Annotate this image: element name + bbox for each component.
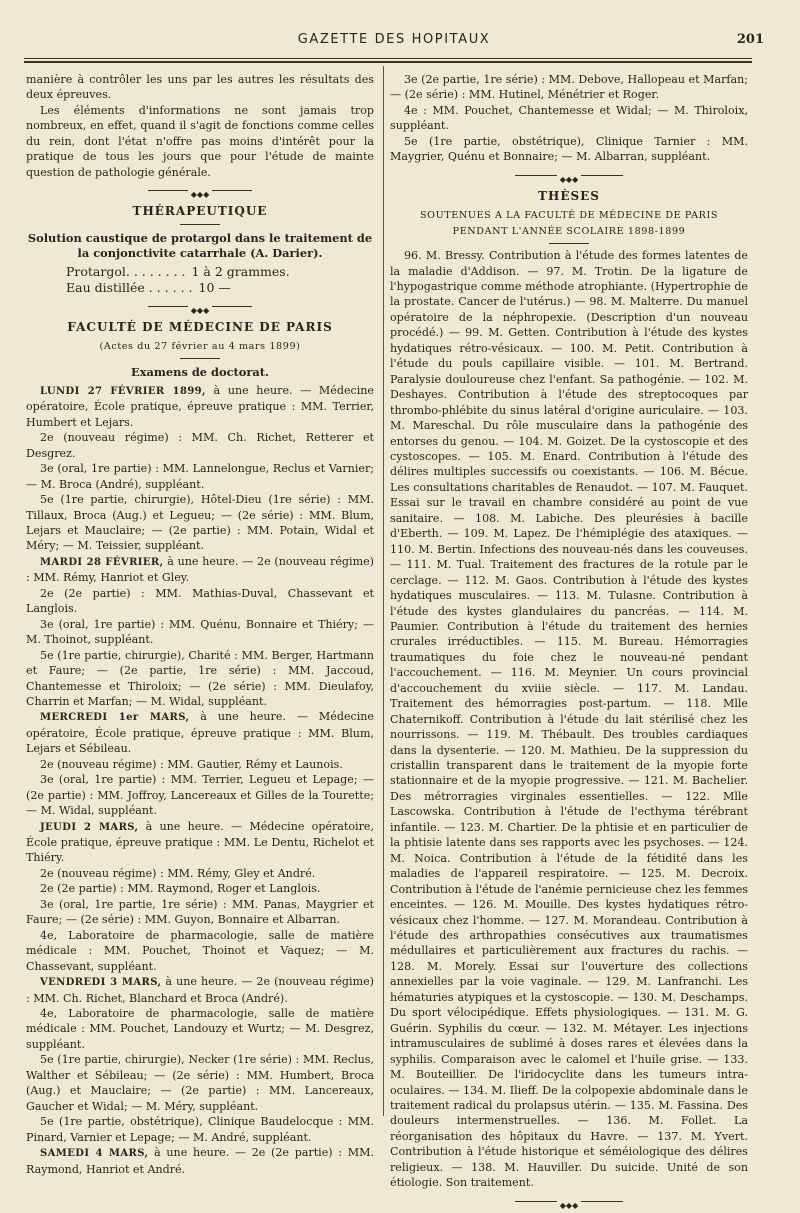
exam-entries bbox=[26, 383, 374, 1177]
theses-subtitle-2: PENDANT L'ANNÉE SCOLAIRE 1898-1899 bbox=[452, 225, 686, 237]
exam-day: MARDI 28 FÉVRIER, bbox=[40, 556, 164, 568]
exam-entry bbox=[26, 492, 374, 554]
short-rule bbox=[549, 243, 589, 244]
exam-entry bbox=[26, 897, 374, 928]
exam-text: 2e (nouveau régime) : MM. Rémy, Gley et André. bbox=[40, 866, 316, 880]
exam-entry bbox=[26, 1145, 374, 1177]
ornament-separator: ◆◆◆ bbox=[390, 171, 748, 179]
short-rule bbox=[180, 358, 220, 359]
exam-entry bbox=[26, 383, 374, 430]
exam-title: Examens de doctorat. bbox=[131, 365, 269, 380]
right-column bbox=[390, 72, 748, 1211]
exam-text: 4e, Laboratoire de pharmacologie, salle de matière médicale : MM. Pouchet, Landouzy et Wurtz; — M. Desgrez, suppléant. bbox=[26, 1007, 374, 1051]
exam-entry bbox=[26, 866, 374, 881]
exam-text: 2e (nouveau régime) : MM. Gautier, Rémy et Launois. bbox=[40, 757, 343, 771]
page-header bbox=[24, 30, 764, 54]
recipe bbox=[66, 264, 374, 296]
exam-text: 2e (2e partie) : MM. Raymond, Roger et Langlois. bbox=[40, 882, 321, 896]
left-column bbox=[26, 72, 374, 1177]
exam-entry bbox=[26, 554, 374, 586]
exam-text: 3e (oral, 1re partie) : MM. Lannelongue, Reclus et Varnier; — M. Broca (André), suppléant. bbox=[26, 462, 374, 491]
therapeutique-subtitle: Solution caustique de protargol dans le traitement de la conjonctivite catarrhale (A. Darier). bbox=[27, 230, 373, 261]
header-rule-thick bbox=[24, 61, 752, 63]
exam-day: MERCREDI 1er MARS, bbox=[40, 712, 190, 724]
exam-text: à une heure. — Médecine opératoire, École pratique, épreuve pratique : MM. Terrier, Humbert et Lejars. bbox=[26, 383, 374, 429]
exam-day: VENDREDI 3 MARS, bbox=[40, 977, 162, 989]
recipe-line bbox=[66, 264, 374, 280]
exam-entry bbox=[26, 586, 374, 617]
exam-entry bbox=[26, 1052, 374, 1114]
page-number: 201 bbox=[736, 32, 764, 47]
exam-day: SAMEDI 4 MARS, bbox=[40, 1148, 149, 1160]
exam-entry bbox=[26, 819, 374, 866]
exam-entry bbox=[26, 461, 374, 492]
exam-text: 4e, Laboratoire de pharmacologie, salle de matière médicale : MM. Pouchet, Thoinot et Vaquez; — M. Chassevant, suppléant. bbox=[26, 928, 374, 973]
exam-text: 2e (2e partie) : MM. Mathias-Duval, Chassevant et Langlois. bbox=[26, 586, 374, 616]
exam-text: 5e (1re partie, obstétrique), Clinique Baudelocque : MM. Pinard, Varnier et Lepage; — M. André, suppléant. bbox=[26, 1115, 374, 1144]
exam-entry bbox=[26, 974, 374, 1006]
theses-subtitle-1: SOUTENUES A LA FACULTÉ DE MÉDECINE DE PARIS bbox=[419, 210, 719, 222]
exam-text: 3e (oral, 1re partie) : MM. Quénu, Bonnaire et Thiéry; — M. Thoinot, suppléant. bbox=[26, 617, 374, 647]
theses-title: THÈSES bbox=[538, 188, 600, 203]
faculte-title: FACULTÉ DE MÉDECINE DE PARIS bbox=[67, 319, 333, 334]
recipe-item: Eau distillée . . . . . . bbox=[66, 279, 193, 295]
exam-entry bbox=[26, 1114, 374, 1145]
ornament-separator: ◆◆◆ bbox=[26, 302, 374, 310]
ornament-separator: ◆◆◆ bbox=[390, 1197, 748, 1205]
recipe-item: Protargol. . . . . . . . bbox=[66, 263, 186, 279]
exam-entry bbox=[26, 648, 374, 710]
exam-entry bbox=[26, 881, 374, 896]
exam-text: 3e (oral, 1re partie) : MM. Terrier, Legueu et Lepage; — (2e partie) : MM. Joffroy, Lancereaux et Gilles de la Tourette; — M. Widal, suppléant. bbox=[26, 773, 374, 818]
exam-entry bbox=[26, 617, 374, 648]
exam-text: à une heure. — 2e (nouveau régime) : MM. Rémy, Hanriot et Gley. bbox=[26, 554, 374, 585]
continued-paragraph-2: 4e : MM. Pouchet, Chantemesse et Widal; — M. Thiroloix, suppléant. bbox=[390, 103, 748, 133]
continued-paragraph-3: 5e (1re partie, obstétrique), Clinique Tarnier : MM. Maygrier, Quénu et Bonnaire; — M. Albarran, suppléant. bbox=[390, 134, 748, 164]
short-rule bbox=[180, 224, 220, 225]
therapeutique-title: THÉRAPEUTIQUE bbox=[132, 204, 268, 219]
journal-title: GAZETTE DES HOPITAUX bbox=[297, 32, 491, 47]
theses-list: 96. M. Bressy. Contribution à l'étude des formes latentes de la maladie d'Addison. — 97. M. Trotin. De la ligature de l'hypogastrique comme méthode atrophiante. (Hypertrophie de la prostate. Cancer de l'utérus.) — 98. M. Malterre. Du manuel opératoire de la néphropexie. (Description d'un nouveau procédé.) — 99. M. Getten. Contribution à l'étude des kystes hydatiques rétro-vésicaux. — 100. M. Petit. Contribution à l'étude du pouls capillaire visible. — 101. M. Bertrand. Paralysie douloureuse chez l'enfant. Sa pathogénie. — 102. M. Deshayes. Contribution à l'étude des streptocoques par thrombo-phlébite du sinus latéral d'origine auriculaire. — 103. M. Mareschal. Du rôle musculaire dans la pathogénie des entorses du genou. — 104. M. Goizet. De la cystoscopie et des cystoscopes. — 105. M. Enard. Contribution à l'étude des délires multiples successifs ou coexistants. — 106. M. Bécue. Les consultations charitables de Renaudot. — 107. M. Fauquet. Essai sur le travail en chambre considéré au point de vue sanitaire. — 108. M. Labiche. Des pleurésies à bacille d'Eberth. — 109. M. Lapez. De l'hémiplégie des ataxiques. — 110. M. Bertin. Infections des nouveau-nés dans les couveuses. — 111. M. Tual. Traitement des fractures de la rotule par le cerclage. — 112. M. Gaos. Contribution à l'étude des kystes hydatiques musculaires. — 113. M. Tulasne. Contribution à l'étude des kystes glandulaires du pancréas. — 114. M. Paumier. Contribution à l'étude du traitement des hernies crurales irréductibles. — 115. M. Bureau. Hémorragies traumatiques du foie chez le nouveau-né pendant l'accouchement. — 116. M. Meynier. Un cours provincial d'accouchement du xviiie siècle. — 117. M. Landau. Traitement des hémorragies post-partum. — 118. Mlle Chaternikoff. Contribution à l'étude du lait stérilisé chez les nourrissons. — 119. M. Thébault. Des troubles cardiaques dans la dysenterie. — 120. M. Mathieu. De la suppression du cristallin transparent dans le traitement de la myopie forte stationnaire et de la myopie progressive. — 121. M. Bachelier. Des métrorragies virginales essentielles. — 122. Mlle Lascowska. Contribution à l'étude de l'ecthyma térébrant infantile. — 123. M. Chartier. De la phtisie et en particulier de la phtisie latente dans ses rapports avec les psychoses. — 124. M. Noica. Contribution à l'étude de la fétidité dans les maladies de l'appareil respiratoire. — 125. M. Decroix. Contribution à l'étude de l'anémie pernicieuse chez les femmes enceintes. — 126. M. Mouille. Des kystes hydatiques rétro-vésicaux chez l'homme. — 127. M. Morandeau. Contribution à l'étude des arthropathies consécutives aux traumatismes médullaires et particulièrement aux fractures du rachis. — 128. M. Morely. Essai sur l'ouverture des collections annexielles par la voie vaginale. — 129. M. Lanfranchi. Les hématuries atypiques et la cystoscopie. — 130. M. Deschamps. Du sport vélocipédique. Effets physiologiques. — 131. M. G. Guérin. Syphilis du cœur. — 132. M. Métayer. Les injections intramusculaires de sublimé à doses rares et élevées dans la syphilis. Comparaison avec le calomel et l'huile grise. — 133. M. Bouteillier. De l'iridocyclite dans les tumeurs intra-oculaires. — 134. M. Ilieff. De la colpopexie abdominale dans le traitement radical du prolapsus utérin. — 135. M. Fassina. Des douleurs intermenstruelles. — 136. M. Follet. La réorganisation des hôpitaux du Havre. — 137. M. Yvert. Contribution à l'étude historique et séméiologique des délires religieux. — 138. M. Hauviller. Du suicide. Unité de son étiologie. Son traitement. bbox=[390, 249, 748, 1190]
exam-text: 3e (oral, 1re partie, 1re série) : MM. Panas, Maygrier et Faure; — (2e série) : MM. Guyon, Bonnaire et Albarran. bbox=[26, 897, 374, 927]
intro-paragraph-1: manière à contrôler les uns par les autres les résultats des deux épreuves. bbox=[26, 73, 374, 102]
exam-text: 5e (1re partie, chirurgie), Hôtel-Dieu (1re série) : MM. Tillaux, Broca (Aug.) et Legueu; — (2e série) : MM. Blum, Lejars et Mauclaire; — (2e partie) : MM. Potain, Widal et Méry; — M. Teissier, suppléant. bbox=[26, 493, 374, 553]
exam-day: LUNDI 27 FÉVRIER 1899, bbox=[40, 385, 206, 397]
column-divider bbox=[383, 66, 384, 1116]
exam-text: à une heure. — 2e (nouveau régime) : MM. Ch. Richet, Blanchard et Broca (André). bbox=[26, 975, 374, 1005]
faculte-subtitle: (Actes du 27 février au 4 mars 1899) bbox=[99, 340, 301, 352]
exam-text: à une heure. — Médecine opératoire, École pratique, épreuve pratique : MM. Blum, Lejars et Sébileau. bbox=[26, 710, 374, 756]
exam-text: à une heure. — Médecine opératoire, École pratique, épreuve pratique : MM. Le Dentu, Richelot et Thiéry. bbox=[26, 819, 374, 865]
recipe-line bbox=[66, 280, 374, 296]
exam-entry bbox=[26, 1006, 374, 1052]
ornament-separator: ◆◆◆ bbox=[26, 186, 374, 194]
exam-entry bbox=[26, 430, 374, 461]
exam-text: 5e (1re partie, chirurgie), Necker (1re série) : MM. Reclus, Walther et Sébileau; — (2e série) : MM. Humbert, Broca (Aug.) et Mauclaire; — (2e partie) : MM. Lancereaux, Gaucher et Widal; — M. Méry, suppléant. bbox=[26, 1053, 374, 1113]
exam-entry bbox=[26, 772, 374, 818]
exam-text: à une heure. — 2e (2e partie) : MM. Raymond, Hanriot et André. bbox=[26, 1146, 375, 1176]
exam-entry bbox=[26, 757, 374, 772]
header-rule bbox=[24, 58, 752, 59]
recipe-qty: 10 — bbox=[198, 279, 231, 295]
recipe-qty: 1 à 2 grammes. bbox=[191, 263, 290, 279]
continued-paragraph-1: 3e (2e partie, 1re série) : MM. Debove, Hallopeau et Marfan; — (2e série) : MM. Hutinel, Ménétrier et Roger. bbox=[390, 73, 748, 102]
exam-text: 2e (nouveau régime) : MM. Ch. Richet, Retterer et Desgrez. bbox=[26, 431, 374, 460]
exam-day: JEUDI 2 MARS, bbox=[40, 821, 139, 833]
intro-paragraph-2: Les éléments d'informations ne sont jamais trop nombreux, en effet, quand il s'agit de fonctions comme celles du rein, dont l'état n'offre pas moins d'intérêt pour la pratique de tous les jours que pour l'étude de mainte question de pathologie générale. bbox=[26, 103, 374, 179]
exam-text: 5e (1re partie, chirurgie), Charité : MM. Berger, Hartmann et Faure; — (2e partie, 1re série) : MM. Jaccoud, Chantemesse et Thiroloix; — (2e série) : MM. Dieulafoy, Charrin et Marfan; — M. Widal, suppléant. bbox=[26, 648, 374, 708]
exam-entry bbox=[26, 928, 374, 974]
exam-entry bbox=[26, 709, 374, 756]
